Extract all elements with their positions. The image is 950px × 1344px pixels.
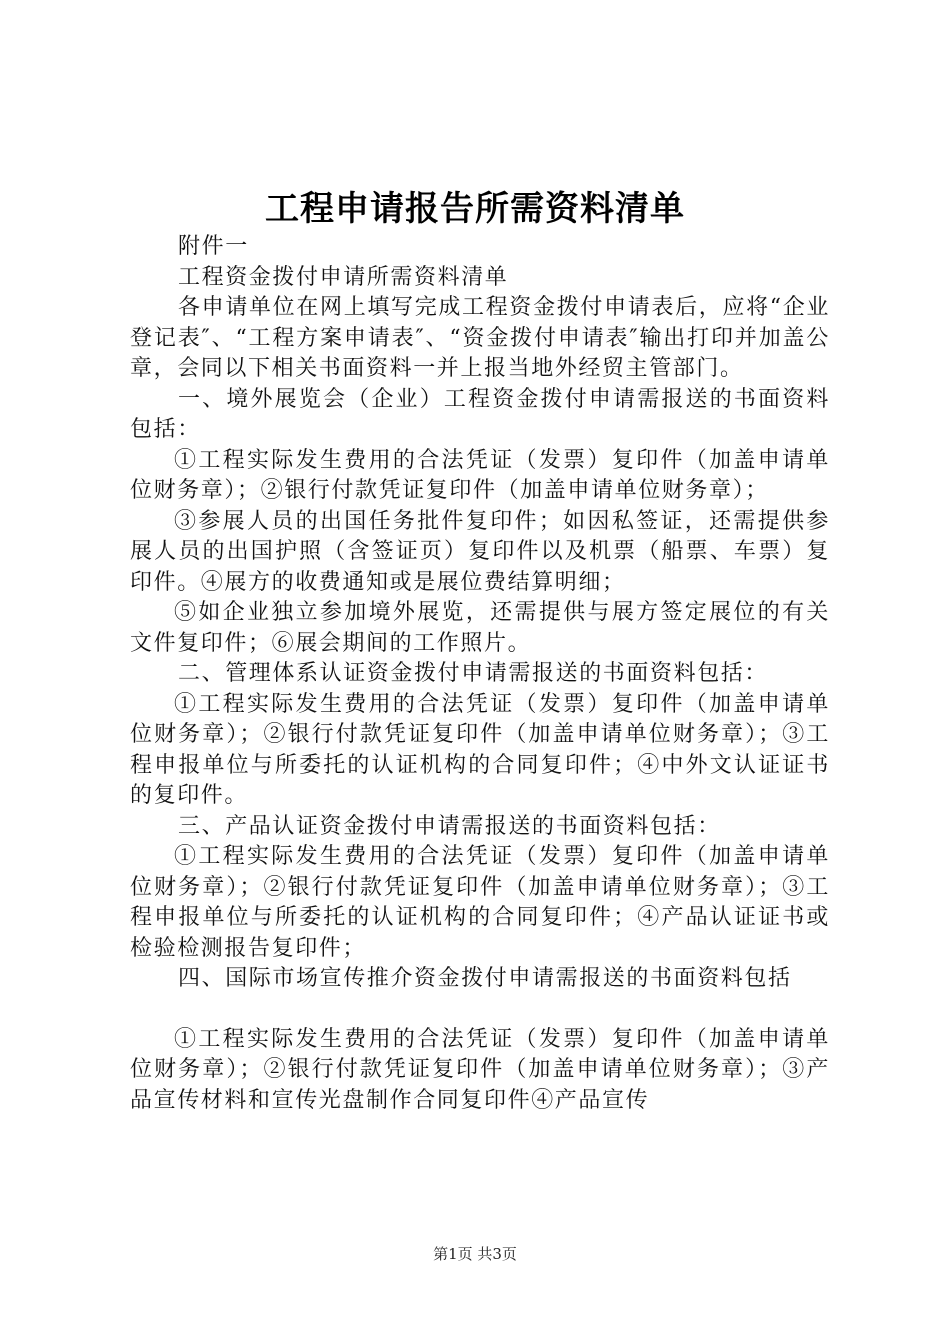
list-heading: 工程资金拨付申请所需资料清单 [178, 264, 509, 290]
section-1-item-a: ①工程实际发生费用的合法凭证（发票）复印件（加盖申请单位财务章）；②银行付款凭证复印件（加盖申请单位财务章）； [130, 447, 830, 503]
section-heading-3: 三、产品认证资金拨付申请需报送的书面资料包括： [178, 813, 721, 839]
attachment-label: 附件一 [178, 234, 249, 259]
section-1-item-c: ⑤如企业独立参加境外展览，还需提供与展方签定展位的有关文件复印件；⑥展会期间的工作照片。 [130, 600, 830, 656]
document-body [130, 232, 830, 1116]
section-heading-4: 四、国际市场宣传推介资金拨付申请需报送的书面资料包括 [178, 966, 792, 991]
intro-paragraph: 各申请单位在网上填写完成工程资金拨付申请表后，应将“企业登记表″、“工程方案申请表″、“资金拨付申请表″输出打印并加盖公章，会同以下相关书面资料一并上报当地外经贸主管部门。 [130, 295, 830, 381]
section-4-items: ①工程实际发生费用的合法凭证（发票）复印件（加盖申请单位财务章）；②银行付款凭证复印件（加盖申请单位财务章）；③产品宣传材料和宣传光盘制作合同复印件④产品宣传 [130, 1026, 830, 1113]
page-number-footer: 第1页 共3页 [433, 1245, 517, 1263]
section-2-items: ①工程实际发生费用的合法凭证（发票）复印件（加盖申请单位财务章）；②银行付款凭证复印件（加盖申请单位财务章）；③工程申报单位与所委托的认证机构的合同复印件；④中外文认证证书的复印件。 [130, 691, 830, 808]
document-title: 工程申请报告所需资料清单 [265, 189, 685, 229]
section-1-item-b: ③参展人员的出国任务批件复印件；如因私签证，还需提供参展人员的出国护照（含签证页）复印件以及机票（船票、车票）复印件。④展方的收费通知或是展位费结算明细； [130, 508, 830, 595]
section-heading-2: 二、管理体系认证资金拨付申请需报送的书面资料包括： [178, 661, 769, 686]
section-heading-1: 一、境外展览会（企业）工程资金拨付申请需报送的书面资料包括： [130, 386, 830, 442]
section-3-items: ①工程实际发生费用的合法凭证（发票）复印件（加盖申请单位财务章）；②银行付款凭证复印件（加盖申请单位财务章）；③工程申报单位与所委托的认证机构的合同复印件；④产品认证证书或检验检测报告复印件； [130, 844, 830, 961]
